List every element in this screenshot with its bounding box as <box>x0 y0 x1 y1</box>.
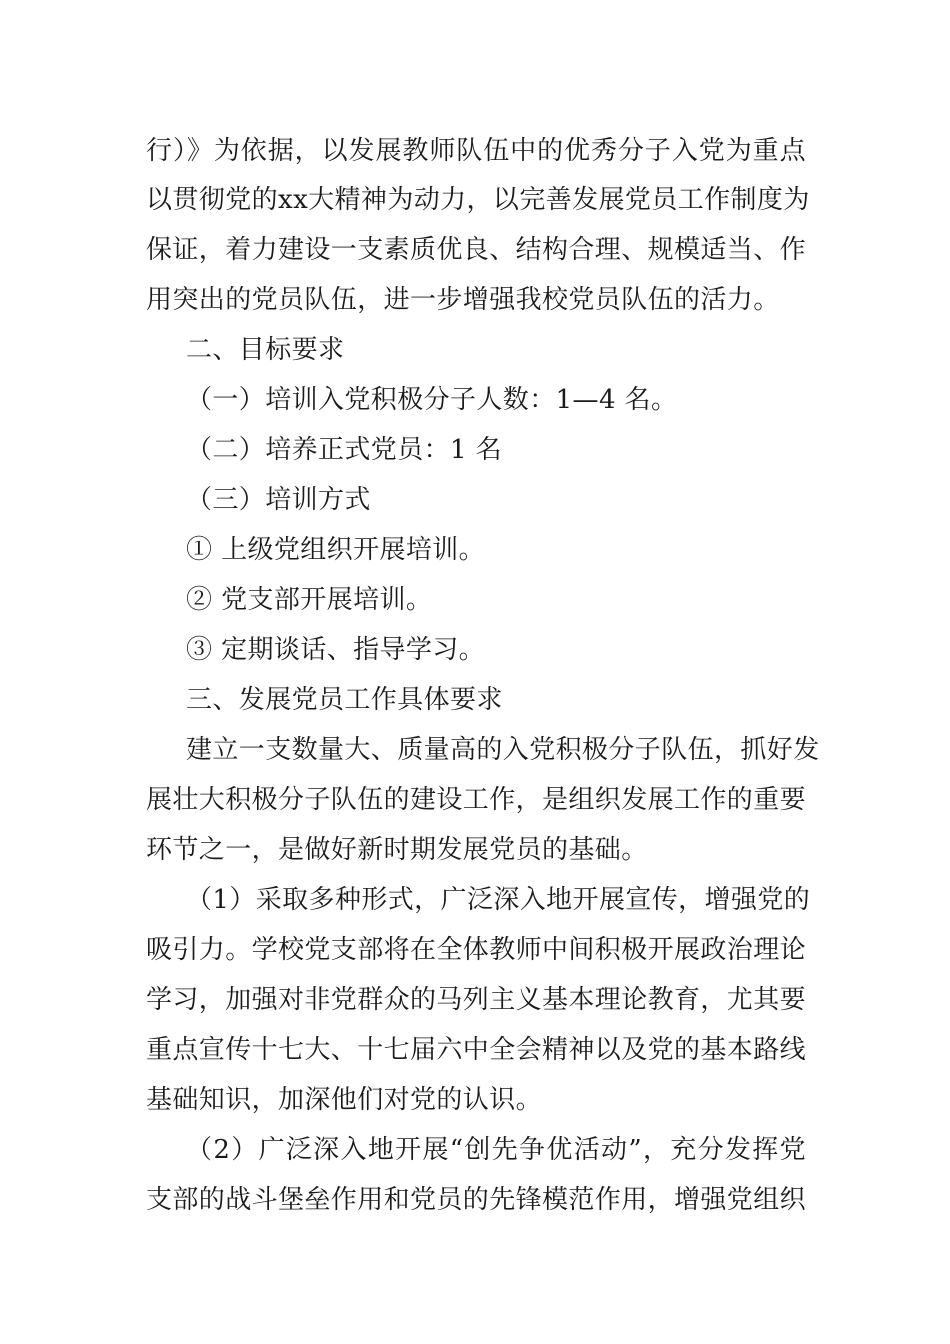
text-line: 基础知识，加深他们对党的认识。 <box>146 1085 543 1115</box>
text-line: 保证，着力建设一支素质优良、结构合理、规模适当、作 <box>146 235 807 265</box>
section-heading: 二、目标要求 <box>186 335 345 365</box>
text-line: 以贯彻党的xx大精神为动力，以完善发展党员工作制度为 <box>146 185 810 215</box>
list-item: （一）培训入党积极分子人数：1—4 名。 <box>186 385 678 415</box>
text-line: 用突出的党员队伍，进一步增强我校党员队伍的活力。 <box>146 285 780 315</box>
text-line: （1）采取多种形式，广泛深入地开展宣传，增强党的 <box>186 885 811 915</box>
list-item: （二）培养正式党员：1 名 <box>186 435 503 465</box>
list-item: ② 党支部开展培训。 <box>186 585 433 615</box>
text-line: 建立一支数量大、质量高的入党积极分子队伍，抓好发 <box>186 735 820 765</box>
text-line: 行）》为依据，以发展教师队伍中的优秀分子入党为重点 <box>146 136 806 166</box>
text-line: 展壮大积极分子队伍的建设工作，是组织发展工作的重要 <box>146 785 807 815</box>
section-heading: 三、发展党员工作具体要求 <box>186 685 503 715</box>
text-line: 重点宣传十七大、十七届六中全会精神以及党的基本路线 <box>146 1035 807 1065</box>
text-line: 支部的战斗堡垒作用和党员的先锋模范作用，增强党组织 <box>146 1185 807 1215</box>
list-item: （三）培训方式 <box>186 485 371 515</box>
list-item: ③ 定期谈话、指导学习。 <box>186 635 486 665</box>
text-line: （2）广泛深入地开展“创先争优活动”，充分发挥党 <box>186 1135 806 1165</box>
list-item: ① 上级党组织开展培训。 <box>186 535 486 565</box>
text-line: 环节之一，是做好新时期发展党员的基础。 <box>146 835 648 865</box>
text-line: 吸引力。学校党支部将在全体教师中间积极开展政治理论 <box>146 935 807 965</box>
text-line: 学习，加强对非党群众的马列主义基本理论教育，尤其要 <box>146 985 807 1015</box>
